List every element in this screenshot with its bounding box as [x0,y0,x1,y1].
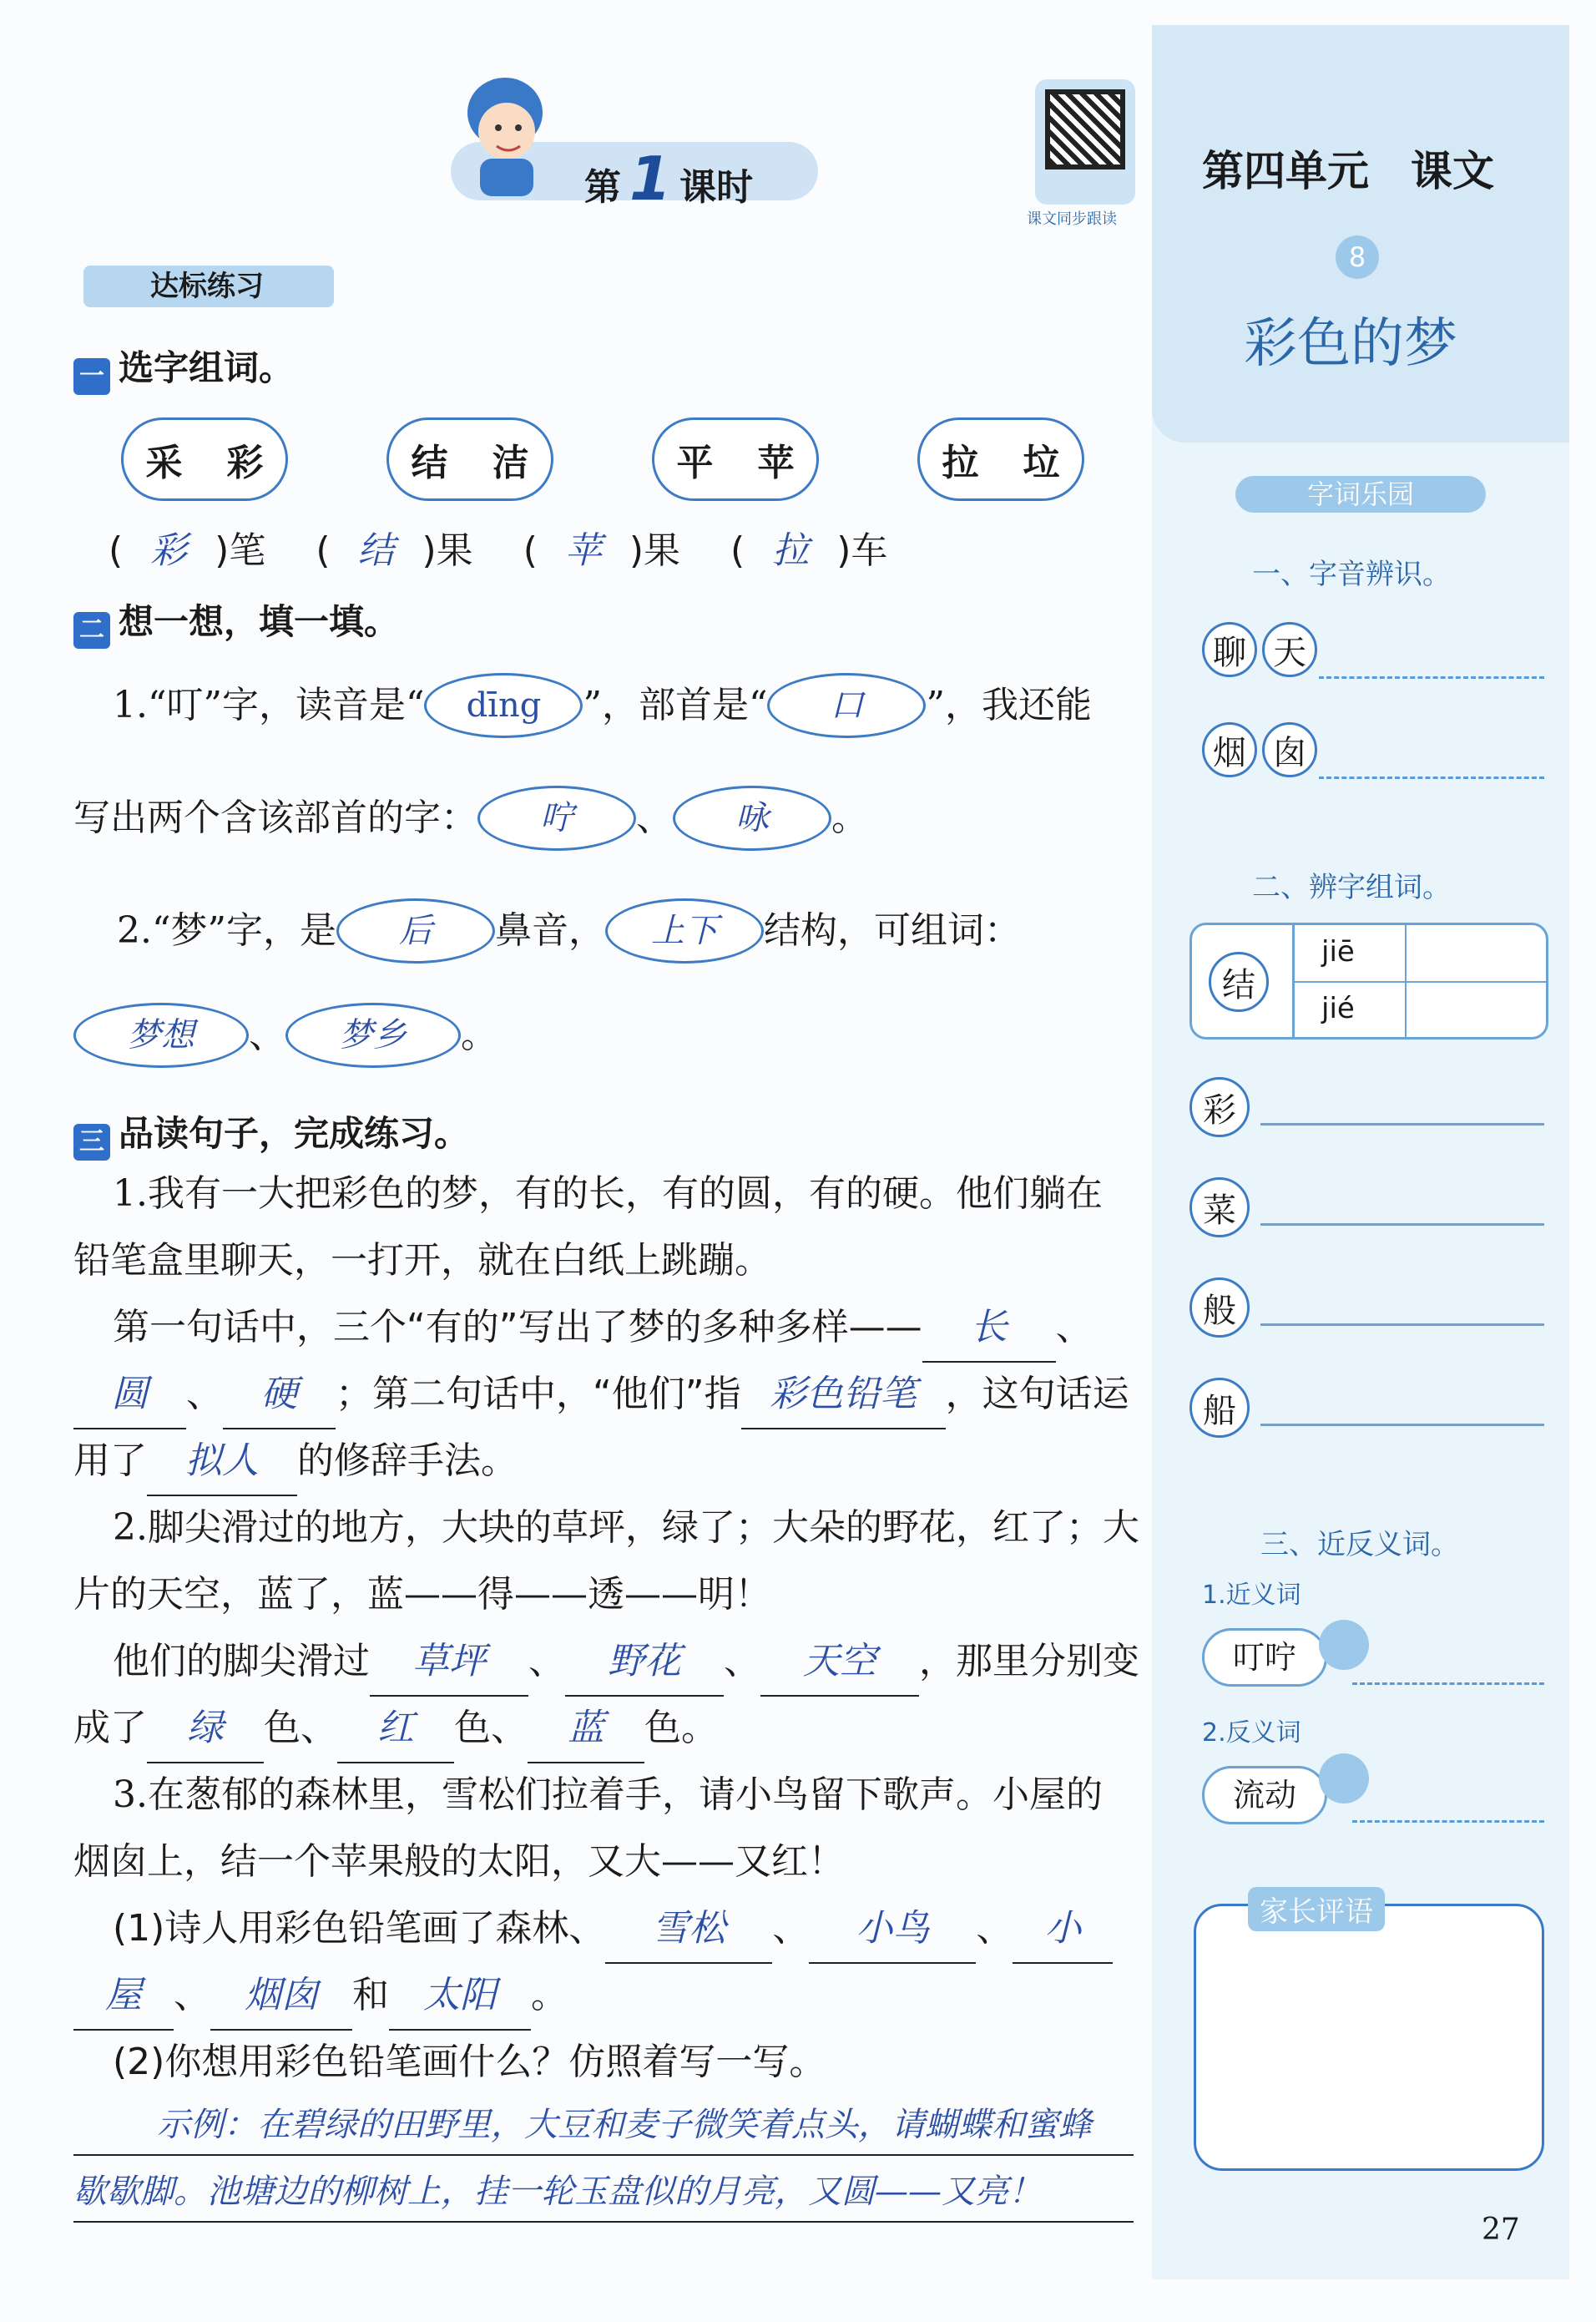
answer-radical[interactable]: 口 [767,673,926,738]
page-number: 27 [1482,2213,1520,2247]
pair-cai: 采 彩 [121,417,288,501]
p3-question-1: (1)诗人用彩色铅笔画了森林、 雪松 、 小鸟 、 小 [113,1895,1113,1964]
answer-ying[interactable]: 硬 [223,1361,336,1429]
answer-hou[interactable]: 后 [336,898,495,964]
section-1-title: 一 选字组词。 [73,341,294,395]
answer-lan[interactable]: 蓝 [528,1695,644,1763]
char-chuan: 船 [1189,1378,1250,1438]
char-row-1 [1189,1077,1250,1137]
answer-taiyang[interactable]: 太阳 [389,1962,531,2031]
bianzi-box [1189,923,1548,1040]
char-jie: 结 [1209,952,1269,1012]
pair-la: 拉 垃 [917,417,1084,501]
qr-caption: 课文同步跟读 [1027,210,1117,228]
unit-title: 第四单元 课文 [1202,147,1494,195]
unit-banner [1152,25,1569,443]
answer-3[interactable]: 苹 [564,529,602,572]
qr-code[interactable] [1035,79,1135,205]
antonym-label: 2.反义词 [1202,1718,1301,1748]
p3-question-2: (2)你想用彩色铅笔画什么？仿照着写一写。 [113,2041,826,2083]
sidebar-s1-title: 一、字音辨识。 [1252,558,1451,591]
answer-yong[interactable]: 咏 [673,786,831,851]
sidebar-s3-title: 三、近反义词。 [1260,1528,1459,1561]
parent-comment-badge: 家长评语 [1248,1887,1385,1931]
section-3-title: 三 品读句子，完成练习。 [73,1106,469,1161]
example-answer-2[interactable]: 歇歇脚。池塘边的柳树上，挂一轮玉盘似的月亮，又圆——又亮！ [73,2163,1134,2223]
char-tian: 天 [1262,622,1317,677]
answer-xiaowu-a[interactable]: 小 [1013,1895,1113,1964]
char-yan: 烟 [1202,722,1257,777]
answer-line[interactable] [1260,1123,1544,1126]
dolphin-icon [1319,1620,1369,1670]
synonym-label: 1.近义词 [1202,1581,1301,1610]
passage-1: 1.我有一大把彩色的梦，有的长，有的圆，有的硬。他们躺在 [113,1172,1103,1215]
char-row-4 [1189,1378,1250,1438]
answer-line[interactable] [1260,1323,1544,1326]
passage-2: 2.脚尖滑过的地方，大块的草坪，绿了；大朵的野花，红了；大 [113,1506,1139,1549]
answer-personification[interactable]: 拟人 [147,1428,297,1496]
p2-question-1: 他们的脚尖滑过 草坪 、 野花 、 天空 ，那里分别变 [113,1628,1139,1697]
answer-hong[interactable]: 红 [337,1695,454,1763]
pinyin-pair-2 [1202,722,1317,777]
answer-pencils[interactable]: 彩色铅笔 [741,1361,946,1429]
char-cai: 彩 [1189,1077,1250,1137]
lesson-label: 第 1 课时 [584,144,754,214]
answer-line[interactable] [1260,1223,1544,1226]
p3-question-1b: 屋 、 烟囱 和 太阳 。 [73,1962,568,2031]
pair-ping: 平 苹 [652,417,819,501]
char-row-2 [1189,1177,1250,1237]
char-ban: 般 [1189,1277,1250,1338]
s2-q2-line2: 梦想 、 梦乡 。 [73,1002,497,1069]
pinyin-jie2: jié [1321,992,1355,1025]
answer-2[interactable]: 结 [357,529,395,572]
p1-question-2: 圆 、 硬 ；第二句话中，“他们”指 彩色铅笔 ，这句话运 [73,1361,1129,1429]
answer-yancong[interactable]: 烟囱 [210,1962,352,2031]
char-liao: 聊 [1202,622,1257,677]
answer-shangxia[interactable]: 上下 [605,898,764,964]
s2-q2-line1: 2.“梦”字，是 后 鼻音， 上下 结构，可组词： [117,898,1021,964]
p1-question-3: 用了 拟人 的修辞手法。 [73,1428,518,1496]
lesson-title: 彩色的梦 [1244,313,1457,375]
answer-ning[interactable]: 咛 [477,786,636,851]
answer-xuesong[interactable]: 雪松 [605,1895,772,1964]
pair-jie: 结 洁 [386,417,553,501]
section-2-title: 二 想一想，填一填。 [73,594,399,649]
s2-q1-line2: 写出两个含该部首的字： 咛 、 咏 。 [73,785,868,852]
passage-3b: 烟囱上，结一个苹果般的太阳，又大——又红！ [73,1840,845,1883]
p1-question-1: 第一句话中，三个“有的”写出了梦的多种多样—— 长 、 [113,1294,1093,1363]
answer-line[interactable] [1352,1682,1544,1685]
answer-chang[interactable]: 长 [922,1294,1056,1363]
char-cong: 囱 [1262,722,1317,777]
p2-question-2: 成了 绿 色、 红 色、 蓝 色。 [73,1695,718,1763]
passage-3: 3.在葱郁的森林里，雪松们拉着手，请小鸟留下歌声。小屋的 [113,1773,1103,1816]
pinyin-jie1: jiē [1321,935,1355,969]
answer-mengxiang2[interactable]: 梦乡 [285,1003,461,1068]
char-row-3 [1189,1277,1250,1338]
answer-line[interactable] [1319,676,1544,679]
answer-line[interactable] [1319,777,1544,779]
answer-xiaowu-b[interactable]: 屋 [73,1962,174,2031]
answer-tiankong[interactable]: 天空 [760,1628,919,1697]
answer-caoping[interactable]: 草坪 [370,1628,528,1697]
synonym-word: 叮咛 [1202,1628,1327,1687]
passage-2b: 片的天空，蓝了，蓝——得——透——明！ [73,1573,771,1616]
answer-dying[interactable]: dīng [424,673,583,738]
answer-yehua[interactable]: 野花 [565,1628,724,1697]
pair-group [121,417,1084,501]
answer-xiaoniao[interactable]: 小鸟 [809,1895,976,1964]
answer-line[interactable] [1352,1820,1544,1823]
answer-yuan[interactable]: 圆 [73,1361,186,1429]
word-garden-badge: 字词乐园 [1235,476,1486,513]
answer-lv[interactable]: 绿 [147,1695,264,1763]
passage-1b: 铅笔盒里聊天，一打开，就在白纸上跳蹦。 [73,1239,771,1282]
sidebar-s2-title: 二、辨字组词。 [1252,871,1451,904]
char-cai2: 菜 [1189,1177,1250,1237]
lesson-number-badge: 8 [1336,235,1379,279]
boy-illustration [455,71,555,196]
section-1-answers: ( 彩 )笔 ( 结 )果 ( 苹 )果 ( 拉 )车 [109,518,887,584]
practice-badge: 达标练习 [83,266,334,307]
pinyin-pair-1 [1202,622,1317,677]
example-answer-1[interactable]: 示例：在碧绿的田野里，大豆和麦子微笑着点头，请蝴蝶和蜜蜂 [73,2096,1134,2156]
fish-icon [1319,1753,1369,1803]
answer-1[interactable]: 彩 [150,529,188,572]
antonym-word: 流动 [1202,1766,1327,1824]
answer-mengxiang[interactable]: 梦想 [73,1003,249,1068]
answer-line[interactable] [1260,1424,1544,1426]
answer-4[interactable]: 拉 [772,529,810,572]
s2-q1-line1: 1.“叮”字，读音是“ dīng ”，部首是“ 口 ”，我还能 [113,672,1092,739]
parent-comment-box[interactable] [1194,1904,1544,2171]
